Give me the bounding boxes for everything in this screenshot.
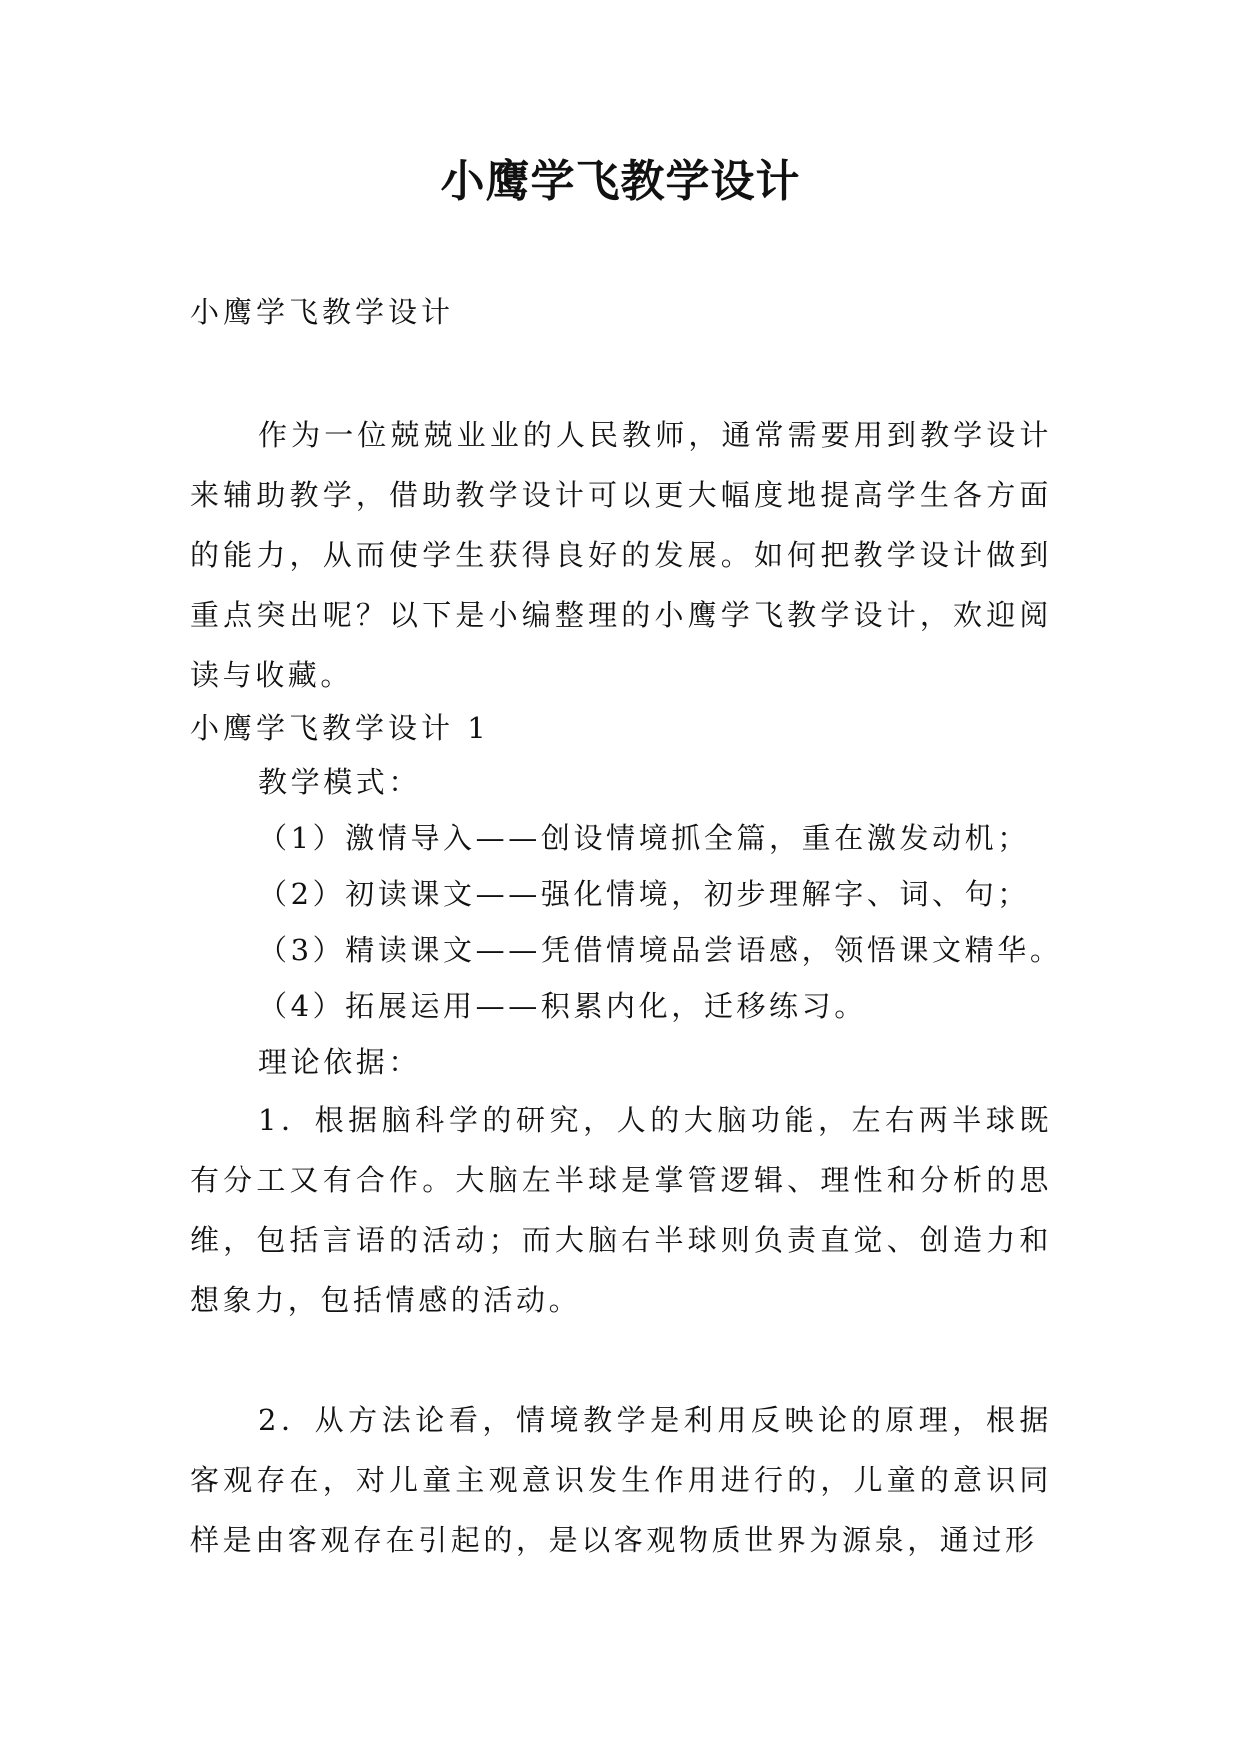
- mode-item: （4）拓展运用——积累内化，迁移练习。: [258, 989, 867, 1023]
- mode-item: （2）初读课文——强化情境，初步理解字、词、句；: [258, 877, 1030, 911]
- section-heading: 小鹰学飞教学设计 1: [190, 711, 490, 745]
- teaching-mode-label: 教学模式：: [258, 765, 422, 799]
- document-subtitle: 小鹰学飞教学设计: [190, 295, 455, 329]
- intro-paragraph: 作为一位兢兢业业的人民教师，通常需要用到教学设计来辅助教学，借助教学设计可以更大幅度地提高学生各方面的能力，从而使学生获得良好的发展。如何把教学设计做到重点突出呢？以下是小编整理的小鹰学飞教学设计，欢迎阅读与收藏。: [190, 418, 1052, 692]
- theory-label: 理论依据：: [258, 1045, 422, 1079]
- mode-item: （3）精读课文——凭借情境品尝语感，领悟课文精华。: [258, 933, 1063, 967]
- document-title: 小鹰学飞教学设计: [440, 156, 801, 207]
- theory-paragraph: 1．根据脑科学的研究，人的大脑功能，左右两半球既有分工又有合作。大脑左半球是掌管逻辑、理性和分析的思维，包括言语的活动；而大脑右半球则负责直觉、创造力和想象力，包括情感的活动。: [190, 1103, 1052, 1317]
- mode-item: （1）激情导入——创设情境抓全篇，重在激发动机；: [258, 821, 1030, 855]
- theory-paragraph: 2．从方法论看，情境教学是利用反映论的原理，根据客观存在，对儿童主观意识发生作用进行的，儿童的意识同样是由客观存在引起的，是以客观物质世界为源泉，通过形: [190, 1403, 1052, 1557]
